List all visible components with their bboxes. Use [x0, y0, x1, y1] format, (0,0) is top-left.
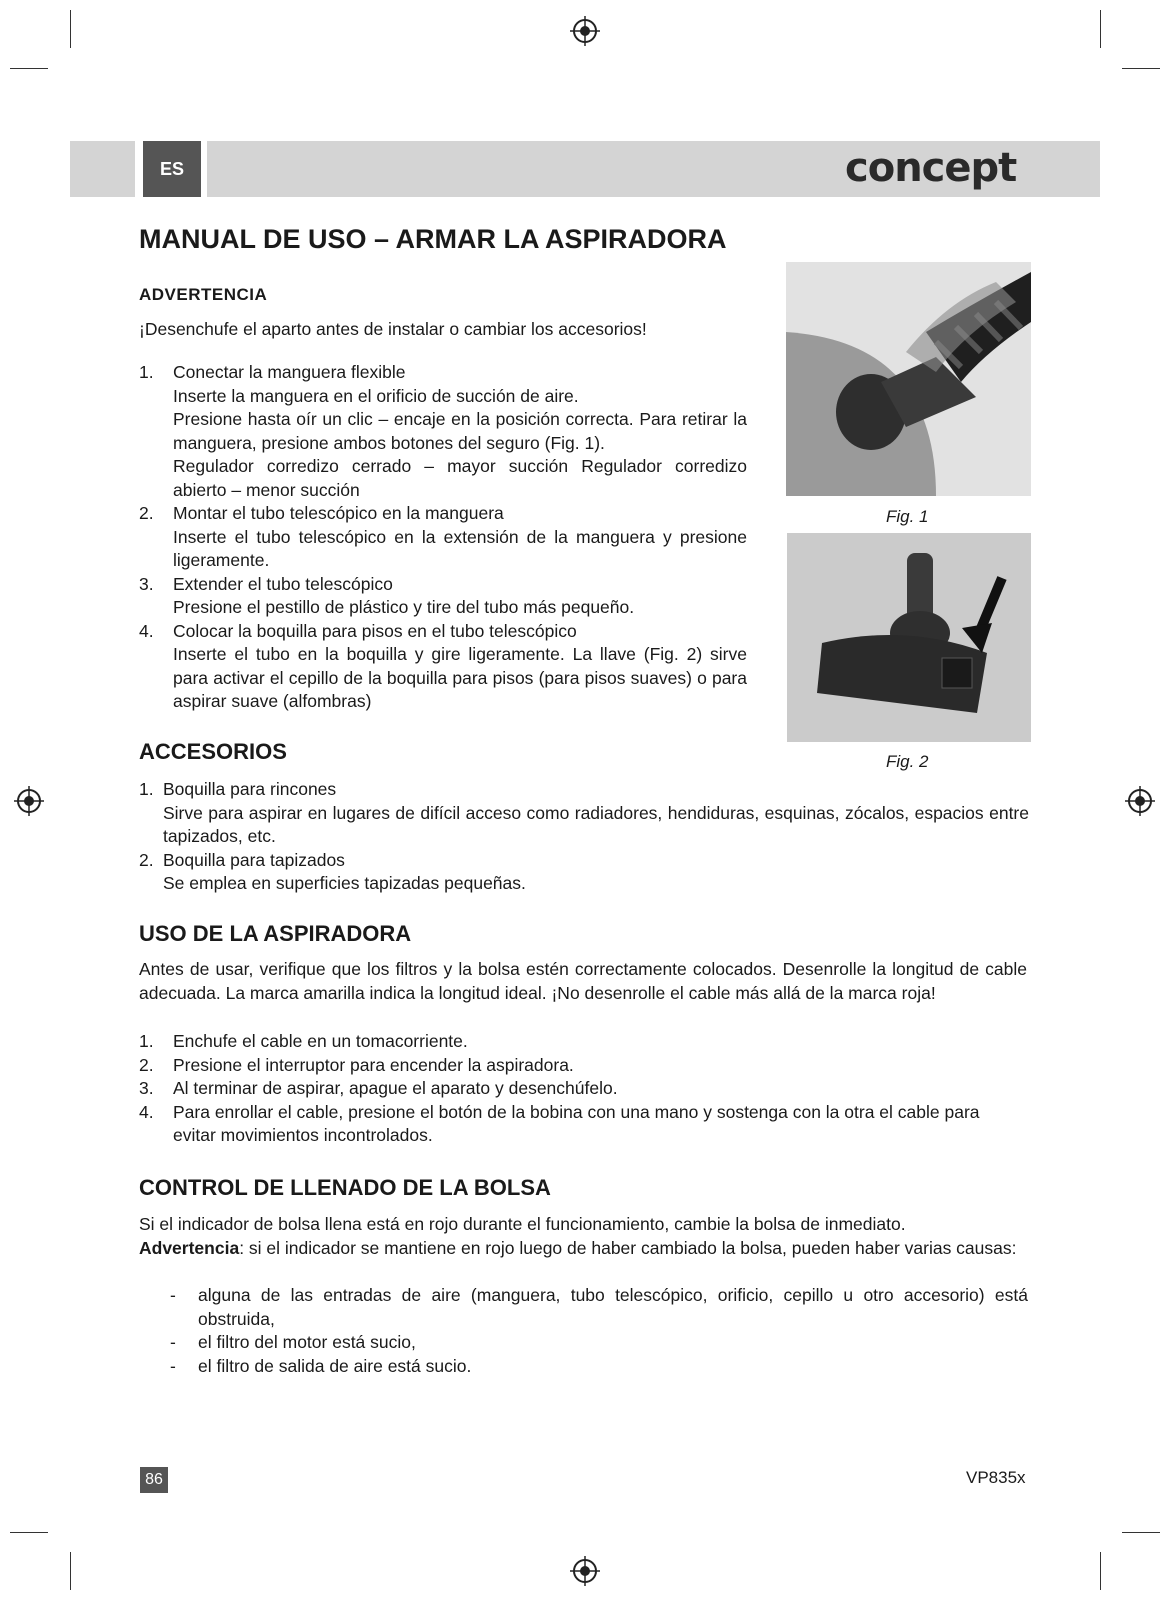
list-number: 1.: [139, 1031, 154, 1051]
page-number: 86: [140, 1467, 168, 1493]
crop-mark: [1100, 1552, 1101, 1590]
list-number: 4.: [139, 620, 154, 641]
list-number: 2.: [139, 1054, 154, 1075]
registration-mark-icon: [570, 1556, 600, 1586]
list-item: [139, 778, 1029, 849]
list-item: [139, 361, 747, 502]
list-number: 2.: [139, 503, 154, 523]
list-item: [139, 502, 747, 573]
accessories-list: [139, 778, 1029, 896]
list-item: [139, 1101, 1027, 1148]
list-item: [139, 1030, 1027, 1054]
registration-mark-icon: [14, 786, 44, 816]
bag-warning-text: : si el indicador se mantiene en rojo luego de haber cambiado la bolsa, pueden haber varias causas:: [239, 1238, 1017, 1258]
usage-intro: Antes de usar, verifique que los filtros y la bolsa estén correctamente colocados. Desenrolle la longitud de cable adecuada. La marca amarilla indica la longitud ideal. ¡No desenrolle el cable más allá de la marca roja!: [139, 959, 1027, 1003]
figure-1-image: [786, 262, 1031, 496]
step-title: Conectar la manguera flexible: [173, 362, 406, 382]
cause-text: el filtro de salida de aire está sucio.: [198, 1355, 472, 1376]
accessory-description: Se emplea en superficies tapizadas pequeñas.: [163, 873, 526, 893]
header-divider: [135, 141, 143, 197]
cause-text: el filtro del motor está sucio,: [198, 1332, 416, 1352]
crop-mark: [1122, 68, 1160, 69]
model-number: VP835x: [966, 1468, 1026, 1487]
dash-marker: -: [170, 1332, 176, 1352]
list-number: 4.: [139, 1101, 154, 1122]
accessory-title: Boquilla para tapizados: [163, 849, 345, 870]
step-line: Presione hasta oír un clic – encaje en la posición correcta. Para retirar la manguera, presione ambos botones del seguro (Fig. 1).: [173, 409, 747, 453]
usage-steps: [139, 1030, 1027, 1148]
list-item: [170, 1284, 1028, 1331]
cause-text: alguna de las entradas de aire (manguera, tubo telescópico, orificio, cepillo u otro accesorio) está obstruida,: [198, 1285, 1028, 1329]
list-item: [139, 1077, 1027, 1101]
list-item: [170, 1355, 1028, 1379]
language-badge: ES: [143, 141, 201, 197]
step-text: Al terminar de aspirar, apague el aparato y desenchúfelo.: [173, 1078, 618, 1098]
accessories-heading: ACCESORIOS: [139, 739, 287, 764]
bag-warning-label: Advertencia: [139, 1238, 240, 1258]
list-number: 2.: [139, 849, 154, 870]
dash-marker: -: [170, 1355, 176, 1376]
list-number: 1.: [139, 362, 154, 382]
brand-logo: concept: [845, 145, 1017, 191]
list-number: 1.: [139, 779, 154, 799]
accessory-title: Boquilla para rincones: [163, 779, 337, 799]
accessory-description: Sirve para aspirar en lugares de difícil acceso como radiadores, hendiduras, esquinas, zócalos, espacios entre tapizados, etc.: [163, 802, 1029, 846]
step-line: Inserte la manguera en el orificio de succión de aire.: [173, 385, 579, 406]
floor-nozzle-illustration: [787, 533, 1031, 742]
assembly-steps: [139, 361, 747, 714]
step-line: Inserte el tubo en la boquilla y gire ligeramente. La llave (Fig. 2) sirve para activar el cepillo de la boquilla para pisos (para pisos suaves) o para aspirar suave (alfombras): [173, 644, 747, 711]
registration-mark-icon: [1125, 786, 1155, 816]
list-item: [139, 849, 1029, 896]
step-text: Enchufe el cable en un tomacorriente.: [173, 1031, 468, 1051]
crop-mark: [1122, 1532, 1160, 1533]
hose-connection-illustration: [786, 262, 1031, 496]
registration-mark-icon: [570, 16, 600, 46]
warning-text: ¡Desenchufe el aparto antes de instalar o cambiar los accesorios!: [139, 319, 647, 339]
step-title: Colocar la boquilla para pisos en el tubo telescópico: [173, 620, 577, 641]
step-line: Inserte el tubo telescópico en la extensión de la manguera y presione ligeramente.: [173, 526, 747, 570]
list-item: [139, 1054, 1027, 1078]
crop-mark: [70, 10, 71, 48]
list-item: [170, 1331, 1028, 1355]
usage-heading: USO DE LA ASPIRADORA: [139, 921, 412, 946]
list-number: 3.: [139, 1078, 154, 1098]
page-title: MANUAL DE USO – ARMAR LA ASPIRADORA: [139, 224, 727, 254]
bag-control-text: Si el indicador de bolsa llena está en rojo durante el funcionamiento, cambie la bolsa de inmediato.: [139, 1214, 906, 1234]
bag-control-heading: CONTROL DE LLENADO DE LA BOLSA: [139, 1175, 551, 1200]
list-number: 3.: [139, 573, 154, 594]
list-item: [139, 620, 747, 714]
dash-marker: -: [170, 1285, 176, 1305]
step-line: Regulador corredizo cerrado – mayor succión Regulador corredizo abierto – menor succión: [173, 456, 747, 500]
crop-mark: [10, 68, 48, 69]
step-line: Presione el pestillo de plástico y tire del tubo más pequeño.: [173, 597, 635, 617]
warning-heading: ADVERTENCIA: [139, 285, 268, 304]
bag-warning-paragraph: [139, 1237, 1027, 1261]
crop-mark: [10, 1532, 48, 1533]
crop-mark: [1100, 10, 1101, 48]
list-item: [139, 573, 747, 620]
step-text: Presione el interruptor para encender la aspiradora.: [173, 1054, 574, 1075]
bag-causes-list: [170, 1284, 1028, 1378]
step-text: Para enrollar el cable, presione el botón de la bobina con una mano y sostenga con la otra el cable para evitar movimientos incontrolados.: [173, 1101, 980, 1145]
crop-mark: [70, 1552, 71, 1590]
figure-2-caption: Fig. 2: [886, 752, 929, 771]
header-divider: [201, 141, 207, 197]
figure-1-caption: Fig. 1: [886, 507, 929, 526]
step-title: Montar el tubo telescópico en la manguera: [173, 503, 504, 523]
figure-2-image: [787, 533, 1031, 742]
step-title: Extender el tubo telescópico: [173, 573, 393, 594]
